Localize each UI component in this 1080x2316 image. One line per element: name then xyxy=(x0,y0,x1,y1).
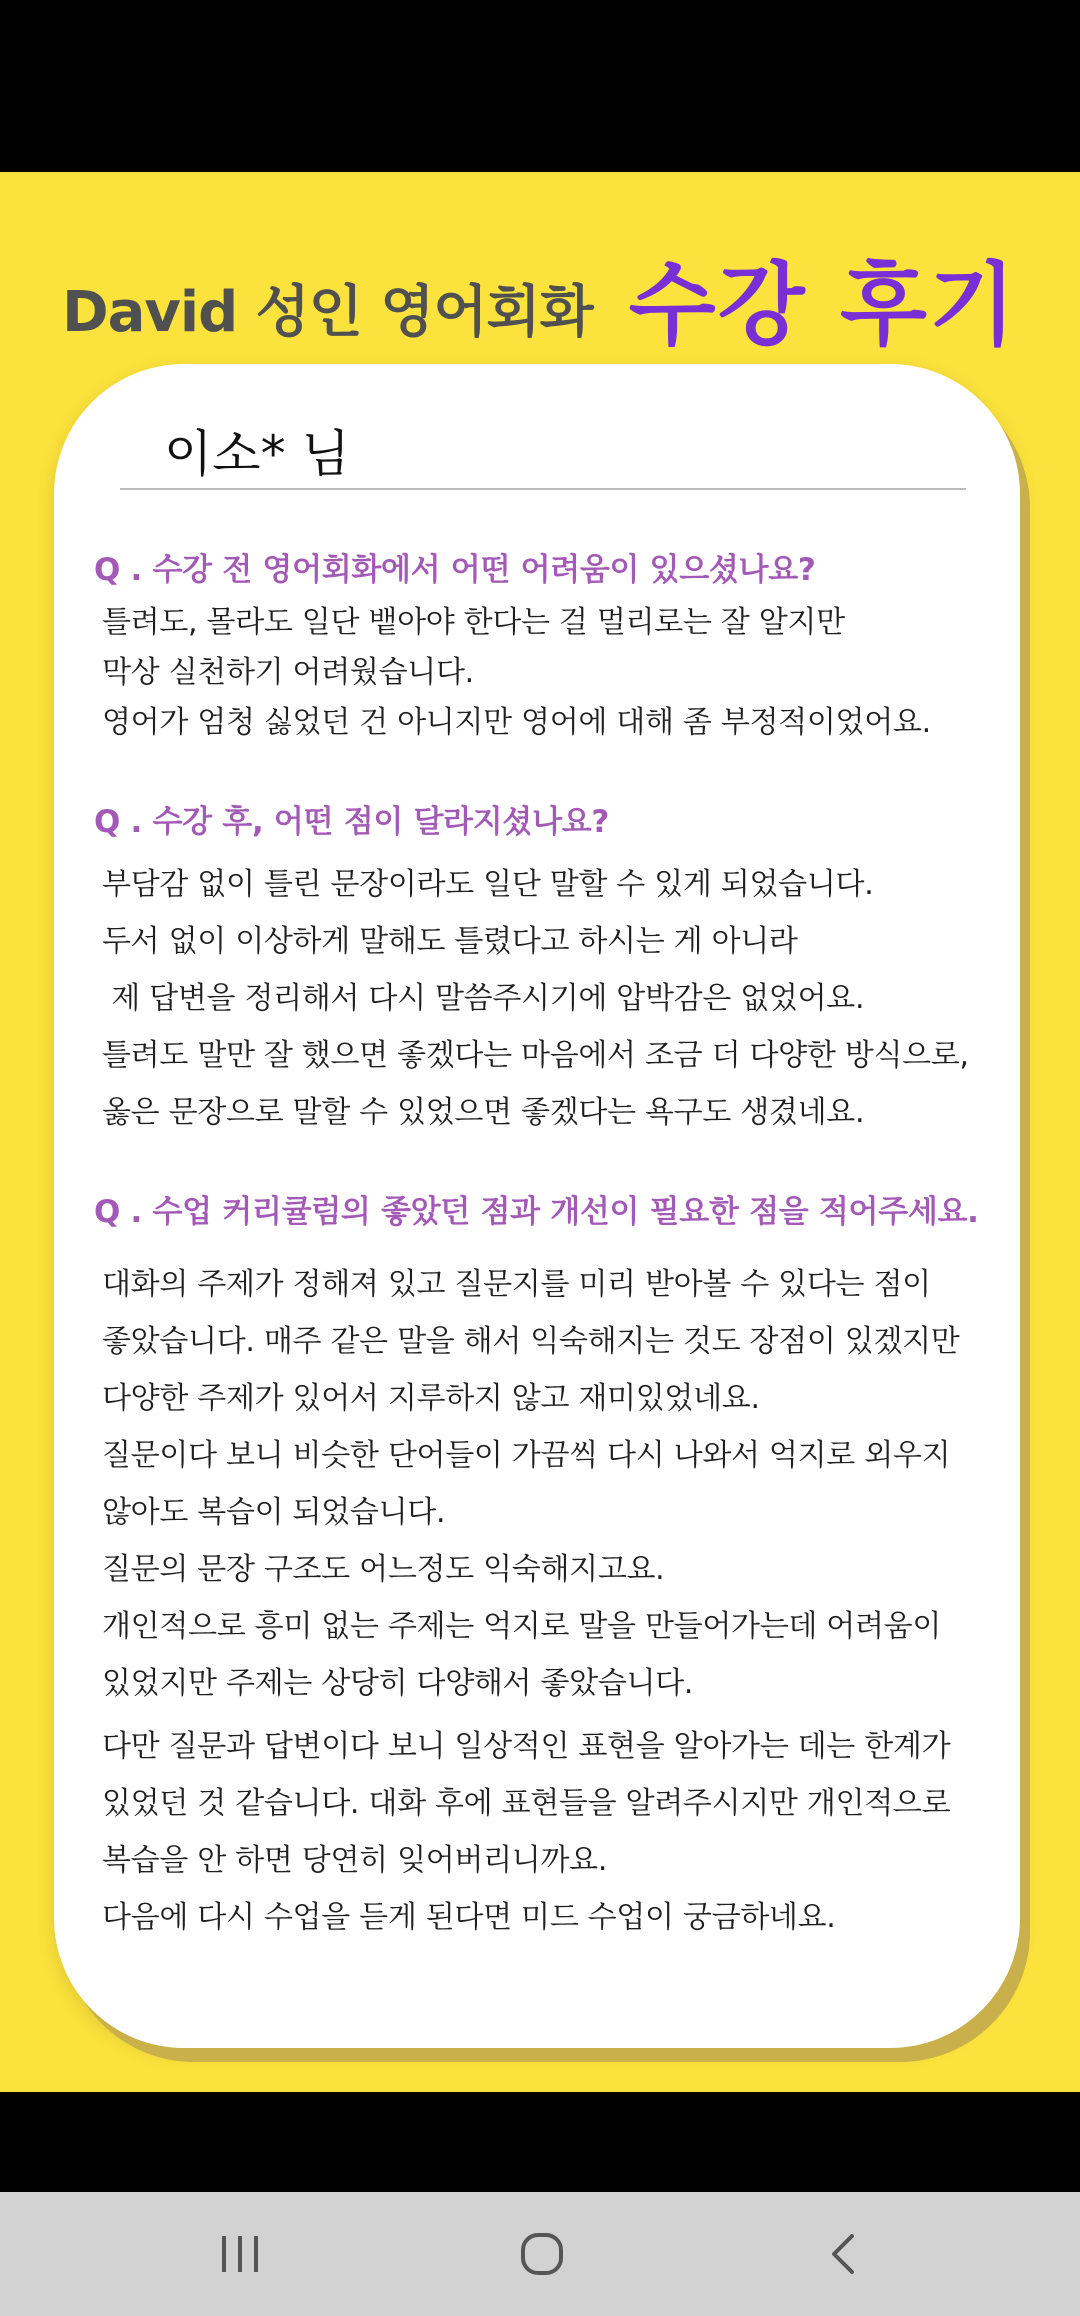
question-1: Q . 수강 전 영어회화에서 어떤 어려움이 있으셨나요? xyxy=(94,552,816,588)
back-icon[interactable] xyxy=(812,2222,876,2286)
status-bar-area xyxy=(0,0,1080,172)
question-3: Q . 수업 커리큘럼의 좋았던 점과 개선이 필요한 점을 적어주세요. xyxy=(94,1194,979,1230)
page-title: 수강 후기 xyxy=(628,253,1018,358)
answer-line: 두서 없이 이상하게 말해도 틀렸다고 하시는 게 아니라 xyxy=(102,924,798,959)
header xyxy=(0,232,1080,362)
reviewer-name: 이소* 님 xyxy=(164,425,350,483)
answer-line: 틀려도 말만 잘 했으면 좋겠다는 마음에서 조금 더 다양한 방식으로, xyxy=(102,1038,969,1073)
answer-line: 영어가 엄청 싫었던 건 아니지만 영어에 대해 좀 부정적이었어요. xyxy=(102,705,931,740)
answer-line: 질문이다 보니 비슷한 단어들이 가끔씩 다시 나와서 억지로 외우지 xyxy=(102,1438,951,1473)
home-icon[interactable] xyxy=(510,2222,574,2286)
answer-line: 제 답변을 정리해서 다시 말씀주시기에 압박감은 없었어요. xyxy=(102,981,865,1016)
question-2: Q . 수강 후, 어떤 점이 달라지셨나요? xyxy=(94,804,610,840)
bottom-area xyxy=(0,2092,1080,2192)
answer-line: 틀려도, 몰라도 일단 뱉아야 한다는 걸 멀리로는 잘 알지만 xyxy=(102,605,845,640)
answer-line: 개인적으로 흥미 없는 주제는 억지로 말을 만들어가는데 어려움이 xyxy=(102,1609,942,1644)
answer-line: 좋았습니다. 매주 같은 말을 해서 익숙해지는 것도 장점이 있겠지만 xyxy=(102,1324,960,1359)
system-navbar xyxy=(0,2192,1080,2316)
divider xyxy=(120,488,966,490)
answer-3-extra xyxy=(102,1718,950,1946)
answer-line: 다양한 주제가 있어서 지루하지 않고 재미있었네요. xyxy=(102,1381,760,1416)
review-card xyxy=(54,364,1020,2048)
answer-line: 있었던 것 같습니다. 대화 후에 표현들을 알려주시지만 개인적으로 xyxy=(102,1786,951,1821)
recent-apps-icon[interactable] xyxy=(208,2222,272,2286)
review-image xyxy=(0,172,1080,2092)
answer-line: 복습을 안 하면 당연히 잊어버리니까요. xyxy=(102,1843,608,1878)
answer-line: 다만 질문과 답변이다 보니 일상적인 표현을 알아가는 데는 한계가 xyxy=(102,1729,951,1764)
answer-line: 옳은 문장으로 말할 수 있었으면 좋겠다는 욕구도 생겼네요. xyxy=(102,1095,865,1130)
answer-line: 막상 실천하기 어려웠습니다. xyxy=(102,655,474,690)
answer-line: 있었지만 주제는 상당히 다양해서 좋았습니다. xyxy=(102,1666,694,1701)
answer-3 xyxy=(102,1256,960,1712)
answer-line: 다음에 다시 수업을 듣게 된다면 미드 수업이 궁금하네요. xyxy=(102,1900,836,1935)
answer-2 xyxy=(102,856,969,1141)
brand-title: David 성인 영어회화 xyxy=(62,280,593,345)
answer-line: 부담감 없이 틀린 문장이라도 일단 말할 수 있게 되었습니다. xyxy=(102,867,874,902)
answer-line: 대화의 주제가 정해져 있고 질문지를 미리 받아볼 수 있다는 점이 xyxy=(102,1267,931,1302)
answer-line: 질문의 문장 구조도 어느정도 익숙해지고요. xyxy=(102,1552,665,1587)
answer-line: 않아도 복습이 되었습니다. xyxy=(102,1495,446,1530)
answer-1 xyxy=(102,598,931,748)
